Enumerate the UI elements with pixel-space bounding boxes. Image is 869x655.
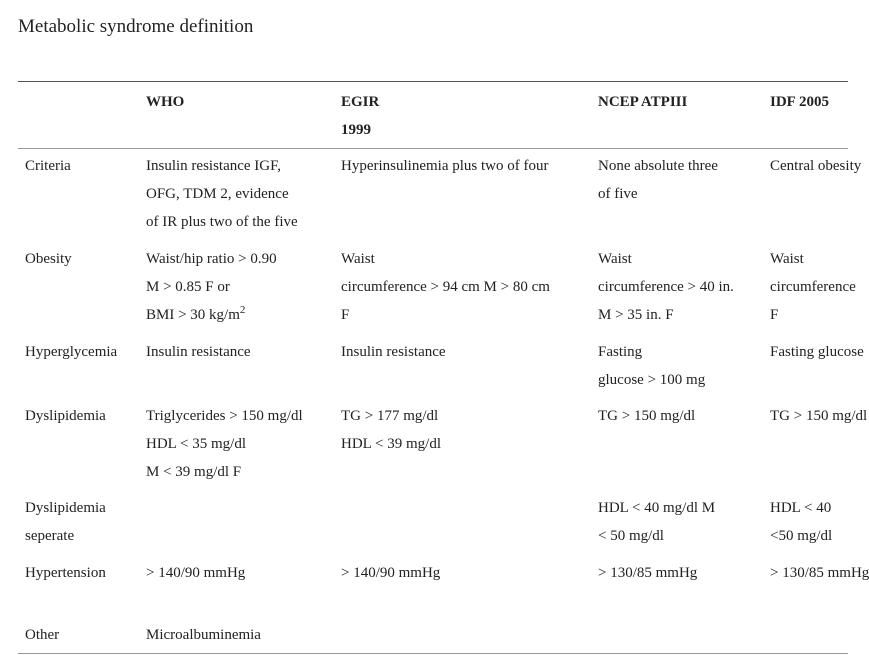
row-label-dyslipidemia-seperate-1: Dyslipidemia bbox=[25, 500, 106, 516]
cell-dyslipidemia-sep-ncep-1: HDL < 40 mg/dl M bbox=[598, 500, 716, 516]
cell-dyslipidemia-idf: TG > 150 mg/dl bbox=[770, 408, 868, 424]
cell-criteria-ncep-2: of five bbox=[598, 186, 638, 202]
cell-dyslipidemia-who-1: Triglycerides > 150 mg/dl bbox=[146, 408, 303, 424]
table-top-rule bbox=[18, 81, 848, 82]
cell-other-who: Microalbuminemia bbox=[146, 627, 261, 643]
cell-dyslipidemia-egir-2: HDL < 39 mg/dl bbox=[341, 436, 441, 452]
cell-criteria-egir: Hyperinsulinemia plus two of four bbox=[341, 158, 549, 174]
cell-dyslipidemia-sep-idf-2: <50 mg/dl bbox=[770, 528, 833, 544]
cell-hypertension-egir: > 140/90 mmHg bbox=[341, 565, 441, 581]
row-label-obesity: Obesity bbox=[25, 251, 72, 267]
cell-hypertension-who: > 140/90 mmHg bbox=[146, 565, 246, 581]
cell-hyperglycemia-who: Insulin resistance bbox=[146, 344, 251, 360]
cell-dyslipidemia-sep-idf-1: HDL < 40 bbox=[770, 500, 832, 516]
cell-obesity-egir-2: circumference > 94 cm M > 80 cm bbox=[341, 279, 550, 295]
cell-dyslipidemia-who-3: M < 39 mg/dl F bbox=[146, 464, 242, 480]
row-label-criteria: Criteria bbox=[25, 158, 71, 174]
row-label-dyslipidemia: Dyslipidemia bbox=[25, 408, 106, 424]
cell-hyperglycemia-egir: Insulin resistance bbox=[341, 344, 446, 360]
table-bottom-rule bbox=[18, 653, 848, 654]
cell-obesity-egir-3: F bbox=[341, 307, 350, 323]
cell-obesity-who-2: M > 0.85 F or bbox=[146, 279, 230, 295]
table-title: Metabolic syndrome definition bbox=[18, 16, 254, 37]
row-label-hypertension: Hypertension bbox=[25, 565, 106, 581]
header-egir: EGIR bbox=[341, 94, 380, 110]
cell-hyperglycemia-ncep-1: Fasting bbox=[598, 344, 643, 360]
cell-criteria-idf: Central obesity bbox=[770, 158, 862, 174]
cell-dyslipidemia-ncep: TG > 150 mg/dl bbox=[598, 408, 696, 424]
cell-criteria-who-1: Insulin resistance IGF, bbox=[146, 158, 282, 174]
header-rule bbox=[18, 148, 848, 149]
cell-hyperglycemia-idf: Fasting glucose bbox=[770, 344, 864, 360]
cell-hyperglycemia-ncep-2: glucose > 100 mg bbox=[598, 372, 706, 388]
cell-hypertension-ncep: > 130/85 mmHg bbox=[598, 565, 698, 581]
bmi-text: BMI > 30 kg/m bbox=[146, 307, 240, 323]
cell-obesity-ncep-1: Waist bbox=[598, 251, 632, 267]
header-egir-year: 1999 bbox=[341, 122, 371, 138]
cell-criteria-ncep-1: None absolute three bbox=[598, 158, 718, 174]
cell-dyslipidemia-egir-1: TG > 177 mg/dl bbox=[341, 408, 439, 424]
header-ncep: NCEP ATPIII bbox=[598, 94, 688, 110]
cell-obesity-idf-2: circumference bbox=[770, 279, 856, 295]
header-idf: IDF 2005 bbox=[770, 94, 830, 110]
cell-criteria-who-2: OFG, TDM 2, evidence bbox=[146, 186, 289, 202]
header-who: WHO bbox=[146, 94, 185, 110]
cell-hypertension-idf: > 130/85 mmHg bbox=[770, 565, 869, 581]
cell-obesity-ncep-2: circumference > 40 in. bbox=[598, 279, 734, 295]
cell-obesity-idf-3: F bbox=[770, 307, 779, 323]
cell-obesity-ncep-3: M > 35 in. F bbox=[598, 307, 674, 323]
cell-obesity-idf-1: Waist bbox=[770, 251, 804, 267]
row-label-hyperglycemia: Hyperglycemia bbox=[25, 344, 118, 360]
cell-obesity-who-3 bbox=[146, 301, 336, 329]
cell-obesity-egir-1: Waist bbox=[341, 251, 375, 267]
cell-dyslipidemia-who-2: HDL < 35 mg/dl bbox=[146, 436, 246, 452]
cell-dyslipidemia-sep-ncep-2: < 50 mg/dl bbox=[598, 528, 664, 544]
cell-criteria-who-3: of IR plus two of the five bbox=[146, 214, 298, 230]
row-label-other: Other bbox=[25, 627, 60, 643]
bmi-superscript: 2 bbox=[239, 304, 246, 316]
row-label-dyslipidemia-seperate-2: seperate bbox=[25, 528, 75, 544]
cell-obesity-who-1: Waist/hip ratio > 0.90 bbox=[146, 251, 277, 267]
